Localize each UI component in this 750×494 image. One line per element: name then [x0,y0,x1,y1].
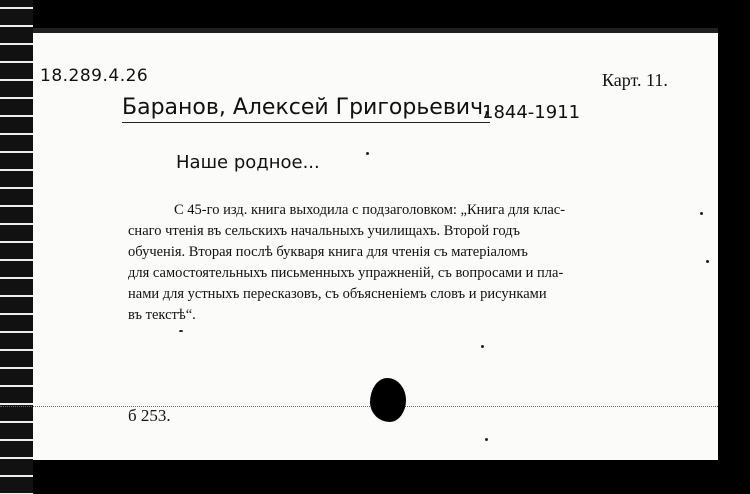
bibliographic-note [128,200,690,326]
author-heading: Баранов, Алексей Григорьевич, [122,95,490,123]
note-line: для самостоятельныхъ письменныхъ упражненій, съ вопросами и пла- [128,265,564,281]
note-line: снаго чтенія въ сельскихъ начальныхъ училищахъ. Второй годъ [128,223,521,239]
inventory-number: б 253. [128,406,171,425]
dotted-divider [0,406,718,421]
note-line: обученія. Вторая послѣ букваря книга для чтенія съ матеріаломъ [128,244,528,260]
scan-right-edge [718,33,750,460]
ink-hole-mark [370,378,406,422]
dust-speck [700,212,703,215]
dust-speck [706,260,709,263]
note-line: въ текстѣ“. [128,307,196,323]
card-number: Карт. 11. [602,70,668,90]
note-line: нами для устныхъ пересказовъ, съ объясненіемъ словъ и рисунками [128,286,547,302]
dust-speck [179,330,183,332]
dust-speck [485,438,488,441]
shelfmark: 18.289.4.26 [40,66,149,86]
book-title: Наше родное... [176,152,320,173]
author-years: 1844-1911 [482,102,581,123]
note-line: С 45-го изд. книга выходила с подзаголовком: „Книга для клас- [174,202,566,218]
dust-speck [481,345,484,348]
dust-speck [366,152,369,155]
